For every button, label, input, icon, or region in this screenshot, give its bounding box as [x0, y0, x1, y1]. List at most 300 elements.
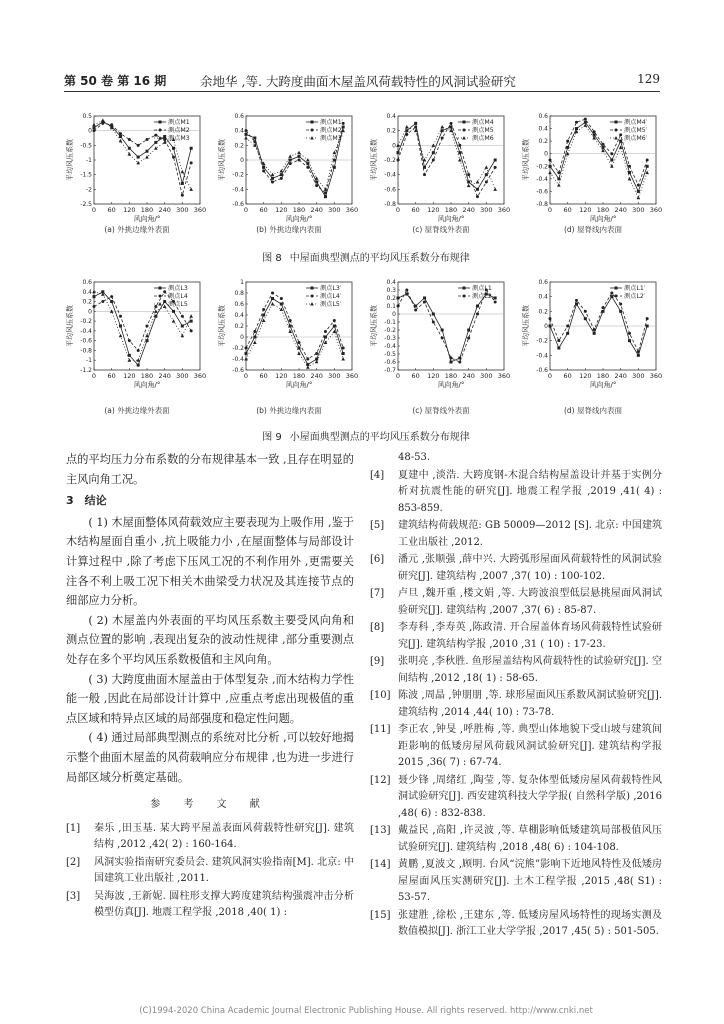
x-tick-label: 120	[427, 372, 440, 380]
data-point	[245, 347, 248, 350]
data-point	[137, 364, 140, 367]
y-tick-label: -0.8	[384, 201, 396, 208]
data-point	[333, 159, 336, 162]
legend-marker	[159, 287, 162, 290]
data-point	[181, 325, 184, 328]
data-point	[432, 321, 435, 324]
fig8a-panel	[66, 112, 208, 244]
data-point	[458, 158, 462, 162]
legend-marker	[311, 129, 314, 132]
legend-marker	[310, 136, 314, 140]
data-point	[119, 135, 122, 138]
data-point	[190, 147, 193, 150]
fig8a-chart	[66, 112, 208, 230]
x-tick-label: 300	[480, 372, 493, 380]
y-tick-label: 0	[392, 311, 396, 318]
data-point	[584, 310, 587, 313]
reference-item	[370, 823, 662, 856]
y-tick-label: -0.1	[384, 319, 396, 326]
data-point	[146, 138, 149, 141]
conclusion-2: ( 2) 木屋盖内外表面的平均风压系数主要受风向角和测点位置的影响 ,表现出复杂的波动性规律 ,部分重要测点处存在多个平均风压系数极值和主风向角。	[66, 613, 354, 666]
data-point	[262, 314, 265, 317]
data-point	[172, 319, 176, 323]
x-tick-label: 120	[579, 372, 592, 380]
x-tick-label: 240	[614, 206, 627, 214]
legend-marker	[615, 295, 618, 298]
x-tick-label: 180	[444, 372, 458, 380]
x-tick-label: 60	[107, 206, 116, 214]
data-point	[172, 310, 175, 313]
x-tick-label: 360	[649, 372, 663, 380]
y-tick-label: 0.3	[386, 287, 396, 294]
data-point	[110, 300, 113, 303]
y-tick-label: -0.2	[232, 345, 244, 352]
legend-marker	[159, 129, 162, 132]
reference-number: [10]	[370, 690, 391, 701]
conclusion-3: ( 3) 大跨度曲面木屋盖由于体型复杂 ,而木结构力学性能一般 ,因此在局部设计计算中 ,应重点考虑出现极值的重点区域和特异点区域的局部强度和稳定性问题。	[66, 672, 354, 725]
data-point	[646, 159, 649, 162]
reference-number: [15]	[370, 909, 391, 921]
legend-marker	[463, 129, 466, 132]
y-tick-label: -0.2	[536, 337, 548, 345]
y-tick-label: 0.4	[234, 127, 244, 135]
data-point	[619, 310, 622, 313]
data-point	[93, 305, 96, 308]
data-point	[557, 339, 560, 342]
data-point	[280, 177, 283, 180]
reference-number: [14]	[370, 859, 391, 870]
y-tick-label: 0.2	[386, 127, 396, 135]
right-column	[370, 450, 662, 942]
y-tick-label: 0	[88, 127, 92, 135]
y-tick-label: -0.4	[536, 352, 548, 360]
data-point	[467, 337, 470, 340]
data-point	[397, 159, 400, 162]
reference-number: [3]	[66, 890, 81, 902]
legend-label: 测点M2′	[320, 127, 344, 135]
figure-8-caption	[66, 249, 666, 264]
y-tick-label: -0.6	[536, 188, 548, 196]
data-point	[181, 170, 185, 174]
data-point	[297, 352, 301, 356]
data-point	[619, 303, 622, 306]
data-point	[288, 154, 292, 158]
legend-marker	[311, 295, 314, 298]
y-tick-label: 0.6	[234, 301, 244, 308]
x-tick-label: 0	[91, 206, 97, 214]
reference-text: 李寿科 ,李寿英 ,陈政清. 开合屋盖体育场风荷载特性试验研究[J]. 建筑结构学报 ,2010 ,31 ( 10) : 17-23.	[398, 622, 662, 650]
legend-label: 测点L5′	[320, 301, 342, 309]
x-tick-label: 0	[547, 206, 553, 214]
x-tick-label: 240	[614, 372, 627, 380]
reference-text: 吴海波 ,王新妮. 圆柱形支撑大跨度建筑结构强震冲击分析模型仿真[J]. 地震工程学报 ,2018 ,40( 1) :	[94, 890, 354, 919]
y-axis-label: 平均风压系数	[66, 139, 74, 181]
data-point	[467, 329, 470, 332]
reference-item	[370, 857, 662, 907]
y-tick-label: 0.6	[538, 113, 548, 120]
data-point	[315, 176, 319, 180]
data-point	[458, 144, 461, 147]
data-point	[485, 173, 488, 176]
data-point	[289, 325, 292, 328]
data-point	[110, 309, 114, 313]
figure-9-number: 图 9	[262, 432, 282, 443]
y-tick-label: -0.8	[536, 201, 548, 208]
y-tick-label: 0.2	[386, 295, 396, 302]
y-tick-label: 0	[392, 142, 396, 150]
fig8c-chart	[370, 112, 512, 230]
x-tick-label: 180	[596, 372, 610, 380]
x-axis-label: 风向角/°	[589, 381, 617, 389]
y-tick-label: 0	[544, 323, 548, 330]
x-tick-label: 240	[158, 206, 171, 214]
legend-label: 测点L4	[168, 293, 188, 301]
y-tick-label: 0.2	[538, 308, 548, 316]
copyright-footer: (C)1994-2020 China Academic Journal Electronic Publishing House. All rights reserved. http://www.cnki.net	[139, 1006, 593, 1016]
legend-label: 测点M5	[472, 127, 494, 135]
data-point	[324, 195, 327, 198]
data-point	[298, 155, 301, 158]
x-tick-label: 120	[427, 206, 440, 214]
data-point	[450, 122, 453, 125]
data-point	[405, 125, 409, 129]
data-point	[602, 143, 605, 146]
x-tick-label: 180	[292, 206, 306, 214]
data-point	[315, 352, 318, 355]
data-point	[619, 140, 622, 143]
y-tick-label: -0.3	[384, 335, 396, 342]
data-point	[154, 141, 157, 144]
data-point	[101, 118, 105, 122]
reference-item	[370, 773, 662, 823]
data-point	[172, 156, 175, 159]
y-tick-label: -0.6	[232, 367, 244, 374]
data-point	[163, 290, 166, 293]
data-point	[253, 336, 256, 339]
x-tick-label: 240	[462, 372, 475, 380]
section-conclusion-title: 3 结论	[66, 494, 107, 508]
reference-item	[370, 620, 662, 653]
data-point	[189, 187, 193, 191]
legend-marker	[311, 287, 314, 290]
data-point	[414, 126, 417, 129]
legend-label: 测点M6′	[624, 135, 648, 143]
data-point	[628, 171, 631, 174]
legend-marker	[463, 287, 466, 290]
data-point	[298, 159, 301, 162]
x-tick-label: 0	[91, 372, 97, 380]
y-tick-label: 1	[240, 279, 244, 286]
data-point	[298, 347, 301, 350]
data-point	[190, 320, 193, 323]
data-point	[628, 332, 631, 335]
y-tick-label: 0	[240, 334, 244, 341]
data-point	[423, 301, 426, 304]
data-point	[646, 317, 649, 320]
data-point	[566, 146, 569, 149]
data-point	[298, 341, 301, 344]
x-tick-label: 60	[563, 206, 572, 214]
y-tick-label: -1	[86, 157, 92, 164]
x-tick-label: 360	[497, 206, 511, 214]
data-point	[441, 129, 444, 132]
x-axis-label: 风向角/°	[133, 215, 161, 223]
y-tick-label: -0.4	[80, 327, 92, 335]
y-tick-label: -0.5	[384, 351, 396, 358]
y-tick-label: 0.4	[234, 312, 244, 319]
x-axis-label: 风向角/°	[437, 215, 465, 223]
data-point	[450, 357, 453, 360]
x-tick-label: 120	[123, 372, 136, 380]
x-tick-label: 180	[292, 372, 306, 380]
data-point	[485, 165, 489, 169]
data-point	[549, 317, 552, 320]
data-point	[494, 159, 497, 162]
y-tick-label: 0.4	[538, 293, 548, 301]
data-point	[154, 309, 158, 313]
fig8d-panel	[522, 112, 664, 244]
legend-label: 测点L5	[168, 301, 188, 309]
fig9c-label: (c) 屋脊线外表面	[412, 406, 470, 415]
y-tick-label: -0.2	[80, 318, 92, 326]
data-point	[172, 147, 175, 150]
data-point	[458, 361, 461, 364]
data-point	[341, 357, 345, 361]
data-point	[119, 325, 122, 328]
legend-marker	[615, 121, 618, 124]
x-axis-label: 风向角/°	[133, 381, 161, 389]
data-point	[324, 330, 327, 333]
data-point	[154, 134, 157, 137]
reference-text: 张明亮 ,李秋胜. 鱼形屋盖结构风荷载特性的试验研究[J]. 空间结构 ,2012 ,18( 1) : 58-65.	[398, 656, 662, 684]
data-point	[289, 159, 292, 162]
y-tick-label: -0.4	[384, 343, 396, 350]
legend-label: 测点L4′	[320, 293, 342, 301]
data-point	[485, 181, 488, 184]
fig9b-label: (b) 外挑边缘内表面	[256, 406, 322, 415]
figure-9	[66, 278, 666, 428]
legend-label: 测点L2	[472, 293, 492, 301]
legend-label: 测点M2	[168, 127, 190, 135]
data-point	[458, 151, 461, 154]
data-point	[476, 195, 479, 198]
data-point	[110, 295, 113, 298]
data-point	[637, 196, 641, 200]
data-point	[646, 325, 649, 328]
reference-number: [4]	[370, 469, 385, 481]
reference-item	[370, 468, 662, 518]
data-point	[137, 144, 140, 147]
y-tick-label: 0.4	[386, 279, 396, 286]
data-point	[93, 295, 96, 298]
figure-9-caption	[66, 428, 666, 443]
x-tick-label: 0	[395, 372, 401, 380]
data-point	[315, 181, 318, 184]
data-point	[145, 334, 149, 338]
data-point	[128, 354, 131, 357]
paragraph-continued: 点的平均压力分布系数的分布规律基本一致 ,且存在明显的主风向角工况。	[66, 453, 354, 486]
data-point	[93, 126, 96, 129]
data-point	[128, 339, 131, 342]
data-point	[549, 325, 552, 328]
reference-text: 风洞实验指南研究委员会. 建筑风洞实验指南[M]. 北京: 中国建筑工业出版社 ,2011.	[94, 856, 354, 885]
figure-9-text: 小屋面典型测点的平均风压系数分布规律	[289, 432, 470, 443]
data-point	[628, 339, 631, 342]
legend-label: 测点M1′	[320, 119, 344, 127]
series-line	[398, 290, 495, 362]
data-point	[440, 125, 444, 129]
data-point	[245, 133, 248, 136]
fig9d-chart	[522, 278, 664, 396]
data-point	[476, 188, 479, 191]
data-point	[92, 123, 96, 127]
data-point	[432, 159, 435, 162]
reference-text: 陈波 ,周晶 ,钟朋朋 ,等. 球形屋面风压系数风洞试验研究[J]. 建筑结构 ,2014 ,44( 10) : 73-78.	[398, 690, 662, 718]
data-point	[333, 151, 337, 155]
figure-8-number: 图 8	[262, 253, 282, 264]
data-point	[610, 152, 613, 155]
data-point	[414, 122, 417, 125]
x-tick-label: 60	[259, 206, 268, 214]
x-axis-label: 风向角/°	[285, 381, 313, 389]
x-tick-label: 240	[462, 206, 475, 214]
legend-label: 测点M4	[472, 119, 494, 127]
data-point	[476, 313, 479, 316]
data-point	[476, 180, 480, 184]
data-point	[306, 358, 309, 361]
data-point	[146, 150, 149, 153]
data-point	[628, 177, 632, 181]
data-point	[566, 140, 569, 143]
data-point	[280, 303, 283, 306]
data-point	[575, 121, 578, 124]
data-point	[306, 158, 310, 162]
data-point	[405, 289, 408, 292]
data-point	[271, 292, 274, 295]
y-tick-label: 0.6	[82, 279, 92, 286]
data-point	[557, 183, 561, 187]
x-axis-label: 风向角/°	[589, 215, 617, 223]
data-point	[566, 332, 569, 335]
data-point	[190, 329, 193, 332]
data-point	[119, 315, 122, 318]
data-point	[245, 129, 248, 132]
reference-text: 聂少锋 ,周绪红 ,陶莹 ,等. 复杂体型低矮房屋风荷载特性风洞试验研究[J]. 西安建筑科技大学学报( 自然科学版) ,2016 ,48( 6) : 832-838.	[398, 774, 662, 819]
x-tick-label: 240	[310, 372, 323, 380]
data-point	[619, 133, 622, 136]
legend-marker	[463, 121, 466, 124]
data-point	[494, 297, 497, 300]
y-tick-label: 0.6	[538, 279, 548, 286]
y-tick-label: -0.2	[536, 163, 548, 171]
y-axis-label: 平均风压系数	[370, 139, 378, 181]
reference-number: [8]	[370, 622, 385, 633]
x-tick-label: 300	[632, 206, 645, 214]
legend-label: 测点M1	[168, 119, 190, 127]
data-point	[271, 173, 275, 176]
data-point	[476, 305, 479, 308]
fig9b-panel	[218, 278, 360, 415]
reference-number: [13]	[370, 825, 391, 836]
data-point	[467, 184, 471, 188]
reference-number: [6]	[370, 554, 385, 565]
data-point	[575, 299, 578, 302]
x-tick-label: 60	[411, 372, 420, 380]
y-tick-label: -0.2	[232, 171, 244, 179]
y-tick-label: 0.4	[82, 288, 92, 296]
legend-label: 测点L1	[472, 285, 492, 293]
data-point	[441, 337, 444, 340]
data-point	[324, 192, 327, 195]
data-point	[128, 147, 131, 150]
data-point	[628, 165, 631, 168]
y-axis-label: 平均风压系数	[218, 139, 226, 181]
y-tick-label: 0.4	[538, 125, 548, 133]
data-point	[280, 173, 283, 176]
fig8a-label: (a) 外挑边缘外表面	[104, 225, 170, 234]
data-point	[289, 319, 292, 322]
fig8b-panel	[218, 112, 360, 244]
data-point	[271, 302, 275, 306]
data-point	[119, 334, 123, 338]
legend-marker	[159, 121, 162, 124]
data-point	[397, 305, 400, 308]
data-point	[262, 308, 265, 311]
data-point	[397, 151, 400, 154]
legend-marker	[159, 295, 162, 298]
data-point	[602, 306, 605, 309]
y-tick-label: 0.5	[82, 113, 92, 120]
reference-item	[370, 450, 662, 467]
y-tick-label: -0.6	[536, 367, 548, 374]
x-tick-label: 120	[579, 206, 592, 214]
legend-marker	[615, 287, 618, 290]
series-line	[246, 304, 343, 367]
y-tick-label: 0.2	[234, 142, 244, 150]
x-tick-label: 360	[345, 372, 359, 380]
fig8b-label: (b) 外挑边缘内表面	[256, 225, 322, 234]
data-point	[593, 328, 596, 331]
legend-label: 测点L3′	[320, 285, 342, 293]
data-point	[405, 133, 408, 136]
data-point	[557, 177, 560, 180]
y-tick-label: -0.4	[536, 175, 548, 183]
y-tick-label: -0.6	[232, 201, 244, 208]
legend-marker	[462, 136, 466, 140]
data-point	[324, 336, 327, 339]
reference-text: 秦乐 ,田玉基. 某大跨平屋盖表面风荷载特性研究[J]. 建筑结构 ,2012 ,42( 2) : 160-164.	[94, 822, 354, 851]
y-tick-label: -0.4	[384, 171, 396, 179]
y-tick-label: -0.2	[384, 327, 396, 334]
x-tick-label: 60	[107, 372, 116, 380]
data-point	[181, 194, 184, 197]
data-point	[549, 165, 552, 168]
data-point	[397, 297, 400, 300]
data-point	[566, 325, 569, 328]
data-point	[548, 171, 552, 175]
data-point	[423, 173, 426, 176]
reference-item	[370, 722, 662, 772]
data-point	[333, 166, 336, 169]
data-point	[432, 313, 435, 316]
x-tick-label: 120	[275, 206, 288, 214]
x-tick-label: 240	[310, 206, 323, 214]
data-point	[163, 135, 166, 138]
y-tick-label: 0.4	[386, 113, 396, 120]
y-tick-label: -2	[86, 186, 92, 194]
left-column	[66, 450, 354, 923]
data-point	[119, 132, 122, 135]
